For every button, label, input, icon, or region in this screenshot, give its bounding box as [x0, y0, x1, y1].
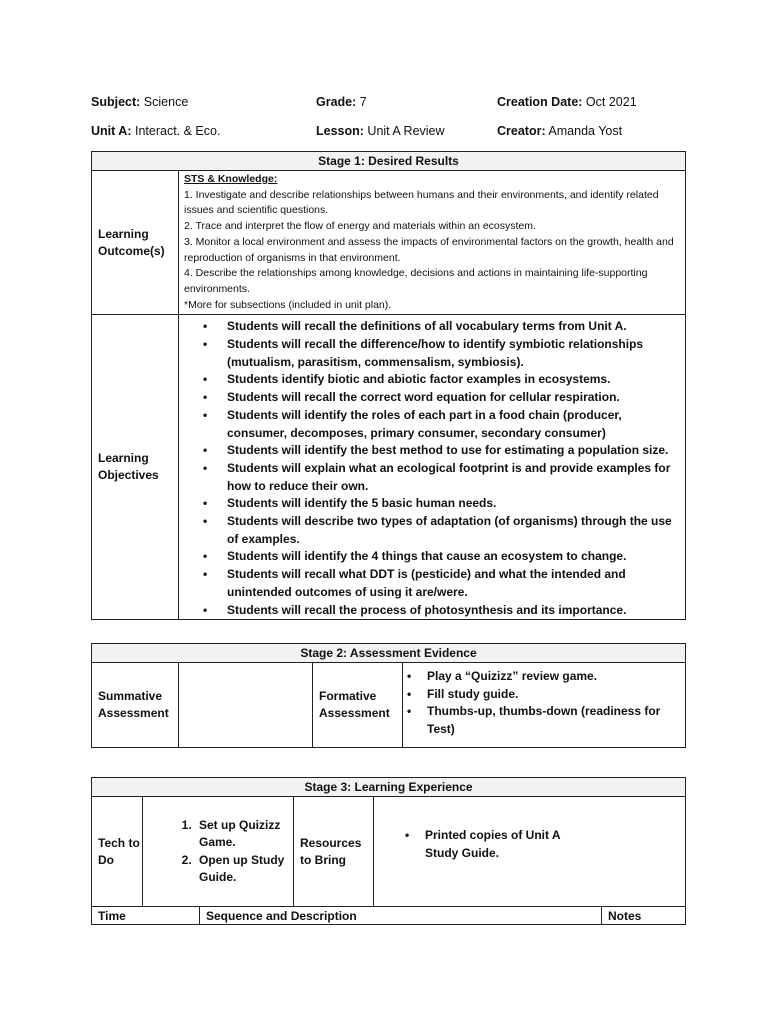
- objective-item: • Students identify biotic and abiotic factor examples in ecosystems.: [227, 371, 685, 389]
- formative-item: • Fill study guide.: [427, 686, 685, 704]
- creation-date-field: [497, 94, 637, 110]
- unit-label: Unit A:: [91, 124, 132, 138]
- sts-heading: STS & Knowledge:: [184, 173, 278, 185]
- creation-date-value: Oct 2021: [585, 95, 637, 109]
- objective-item: • Students will identify the 5 basic human needs.: [227, 495, 685, 513]
- stage3-title: Stage 3: Learning Experience: [92, 778, 686, 797]
- subject-label: Subject:: [91, 95, 141, 109]
- outcome-item: 4. Describe the relationships among knowledge, decisions and actions in maintaining life-supporting environments.: [184, 267, 648, 295]
- subject-field: [91, 94, 188, 110]
- summative-assessment-value: [179, 663, 313, 748]
- creator-field: [497, 123, 622, 139]
- tech-list: [143, 817, 293, 887]
- stage2-table: [91, 643, 686, 748]
- creation-date-label: Creation Date:: [497, 95, 583, 109]
- learning-outcomes-label: Learning Outcome(s): [92, 171, 179, 315]
- objective-item: • Students will explain what an ecological footprint is and provide examples for how to reduce their own.: [227, 460, 685, 495]
- lesson-field: [316, 123, 445, 139]
- unit-field: [91, 123, 220, 139]
- tech-to-do-label: Tech to Do: [92, 797, 143, 907]
- tech-to-do-cell: [143, 797, 294, 907]
- formative-assessment-cell: [403, 663, 686, 748]
- objective-item: • Students will identify the roles of each part in a food chain (producer, consumer, decomposes, primary consumer, secondary consumer): [227, 407, 685, 442]
- unit-value: Interact. & Eco.: [134, 124, 221, 138]
- objective-item: • Students will recall the correct word equation for cellular respiration.: [227, 389, 685, 407]
- resources-item: • Printed copies of Unit A Study Guide.: [425, 827, 575, 862]
- subject-value: Science: [143, 95, 189, 109]
- grade-label: Grade:: [316, 95, 357, 109]
- grade-field: [316, 94, 367, 110]
- grade-value: 7: [359, 95, 367, 109]
- objectives-list: [179, 318, 685, 619]
- stage2-title: Stage 2: Assessment Evidence: [92, 644, 686, 663]
- resources-list: [374, 827, 685, 862]
- stage3-table: [91, 777, 686, 925]
- tech-item: 1. Set up Quizizz Game.: [195, 817, 293, 852]
- outcome-item: 1. Investigate and describe relationships between humans and their environments, and identify related issues and scientific questions.: [184, 188, 659, 217]
- summative-assessment-label: Summative Assessment: [92, 663, 179, 748]
- objective-item: • Students will recall the process of photosynthesis and its importance.: [227, 602, 685, 620]
- outcome-item: 3. Monitor a local environment and assess the impacts of environmental factors on the growth, health and reproduction of organisms in that environment.: [184, 235, 674, 264]
- learning-objectives-cell: [179, 315, 686, 620]
- formative-assessment-label: Formative Assessment: [313, 663, 403, 748]
- learning-outcomes-cell: [179, 171, 686, 315]
- formative-item: • Play a “Quizizz” review game.: [427, 668, 685, 686]
- learning-objectives-label: Learning Objectives: [92, 315, 179, 620]
- stage1-title: Stage 1: Desired Results: [92, 152, 686, 171]
- notes-column-header: Notes: [602, 907, 686, 925]
- objective-item: • Students will recall what DDT is (pesticide) and what the intended and unintended outcomes of using it are/were.: [227, 566, 685, 601]
- sequence-column-header: Sequence and Description: [200, 907, 602, 925]
- outcome-note: *More for subsections (included in unit plan).: [184, 298, 392, 311]
- objective-item: • Students will describe two types of adaptation (of organisms) through the use of examples.: [227, 513, 685, 548]
- time-column-header: Time: [92, 907, 200, 925]
- objective-item: • Students will recall the definitions of all vocabulary terms from Unit A.: [227, 318, 685, 336]
- objective-item: • Students will identify the 4 things that cause an ecosystem to change.: [227, 548, 685, 566]
- tech-item: 2. Open up Study Guide.: [195, 852, 293, 887]
- creator-label: Creator:: [497, 124, 546, 138]
- objective-item: • Students will recall the difference/how to identify symbiotic relationships (mutualism, parasitism, commensalism, symbiosis).: [227, 336, 685, 371]
- outcome-item: 2. Trace and interpret the flow of energy and materials within an ecosystem.: [184, 220, 536, 233]
- resources-label: Resources to Bring: [294, 797, 374, 907]
- stage1-table: [91, 151, 686, 620]
- objective-item: • Students will identify the best method to use for estimating a population size.: [227, 442, 685, 460]
- resources-cell: [374, 797, 686, 907]
- formative-item: • Thumbs-up, thumbs-down (readiness for Test): [427, 703, 685, 738]
- lesson-value: Unit A Review: [367, 124, 445, 138]
- formative-list: [403, 668, 685, 738]
- lesson-label: Lesson:: [316, 124, 364, 138]
- creator-value: Amanda Yost: [548, 124, 623, 138]
